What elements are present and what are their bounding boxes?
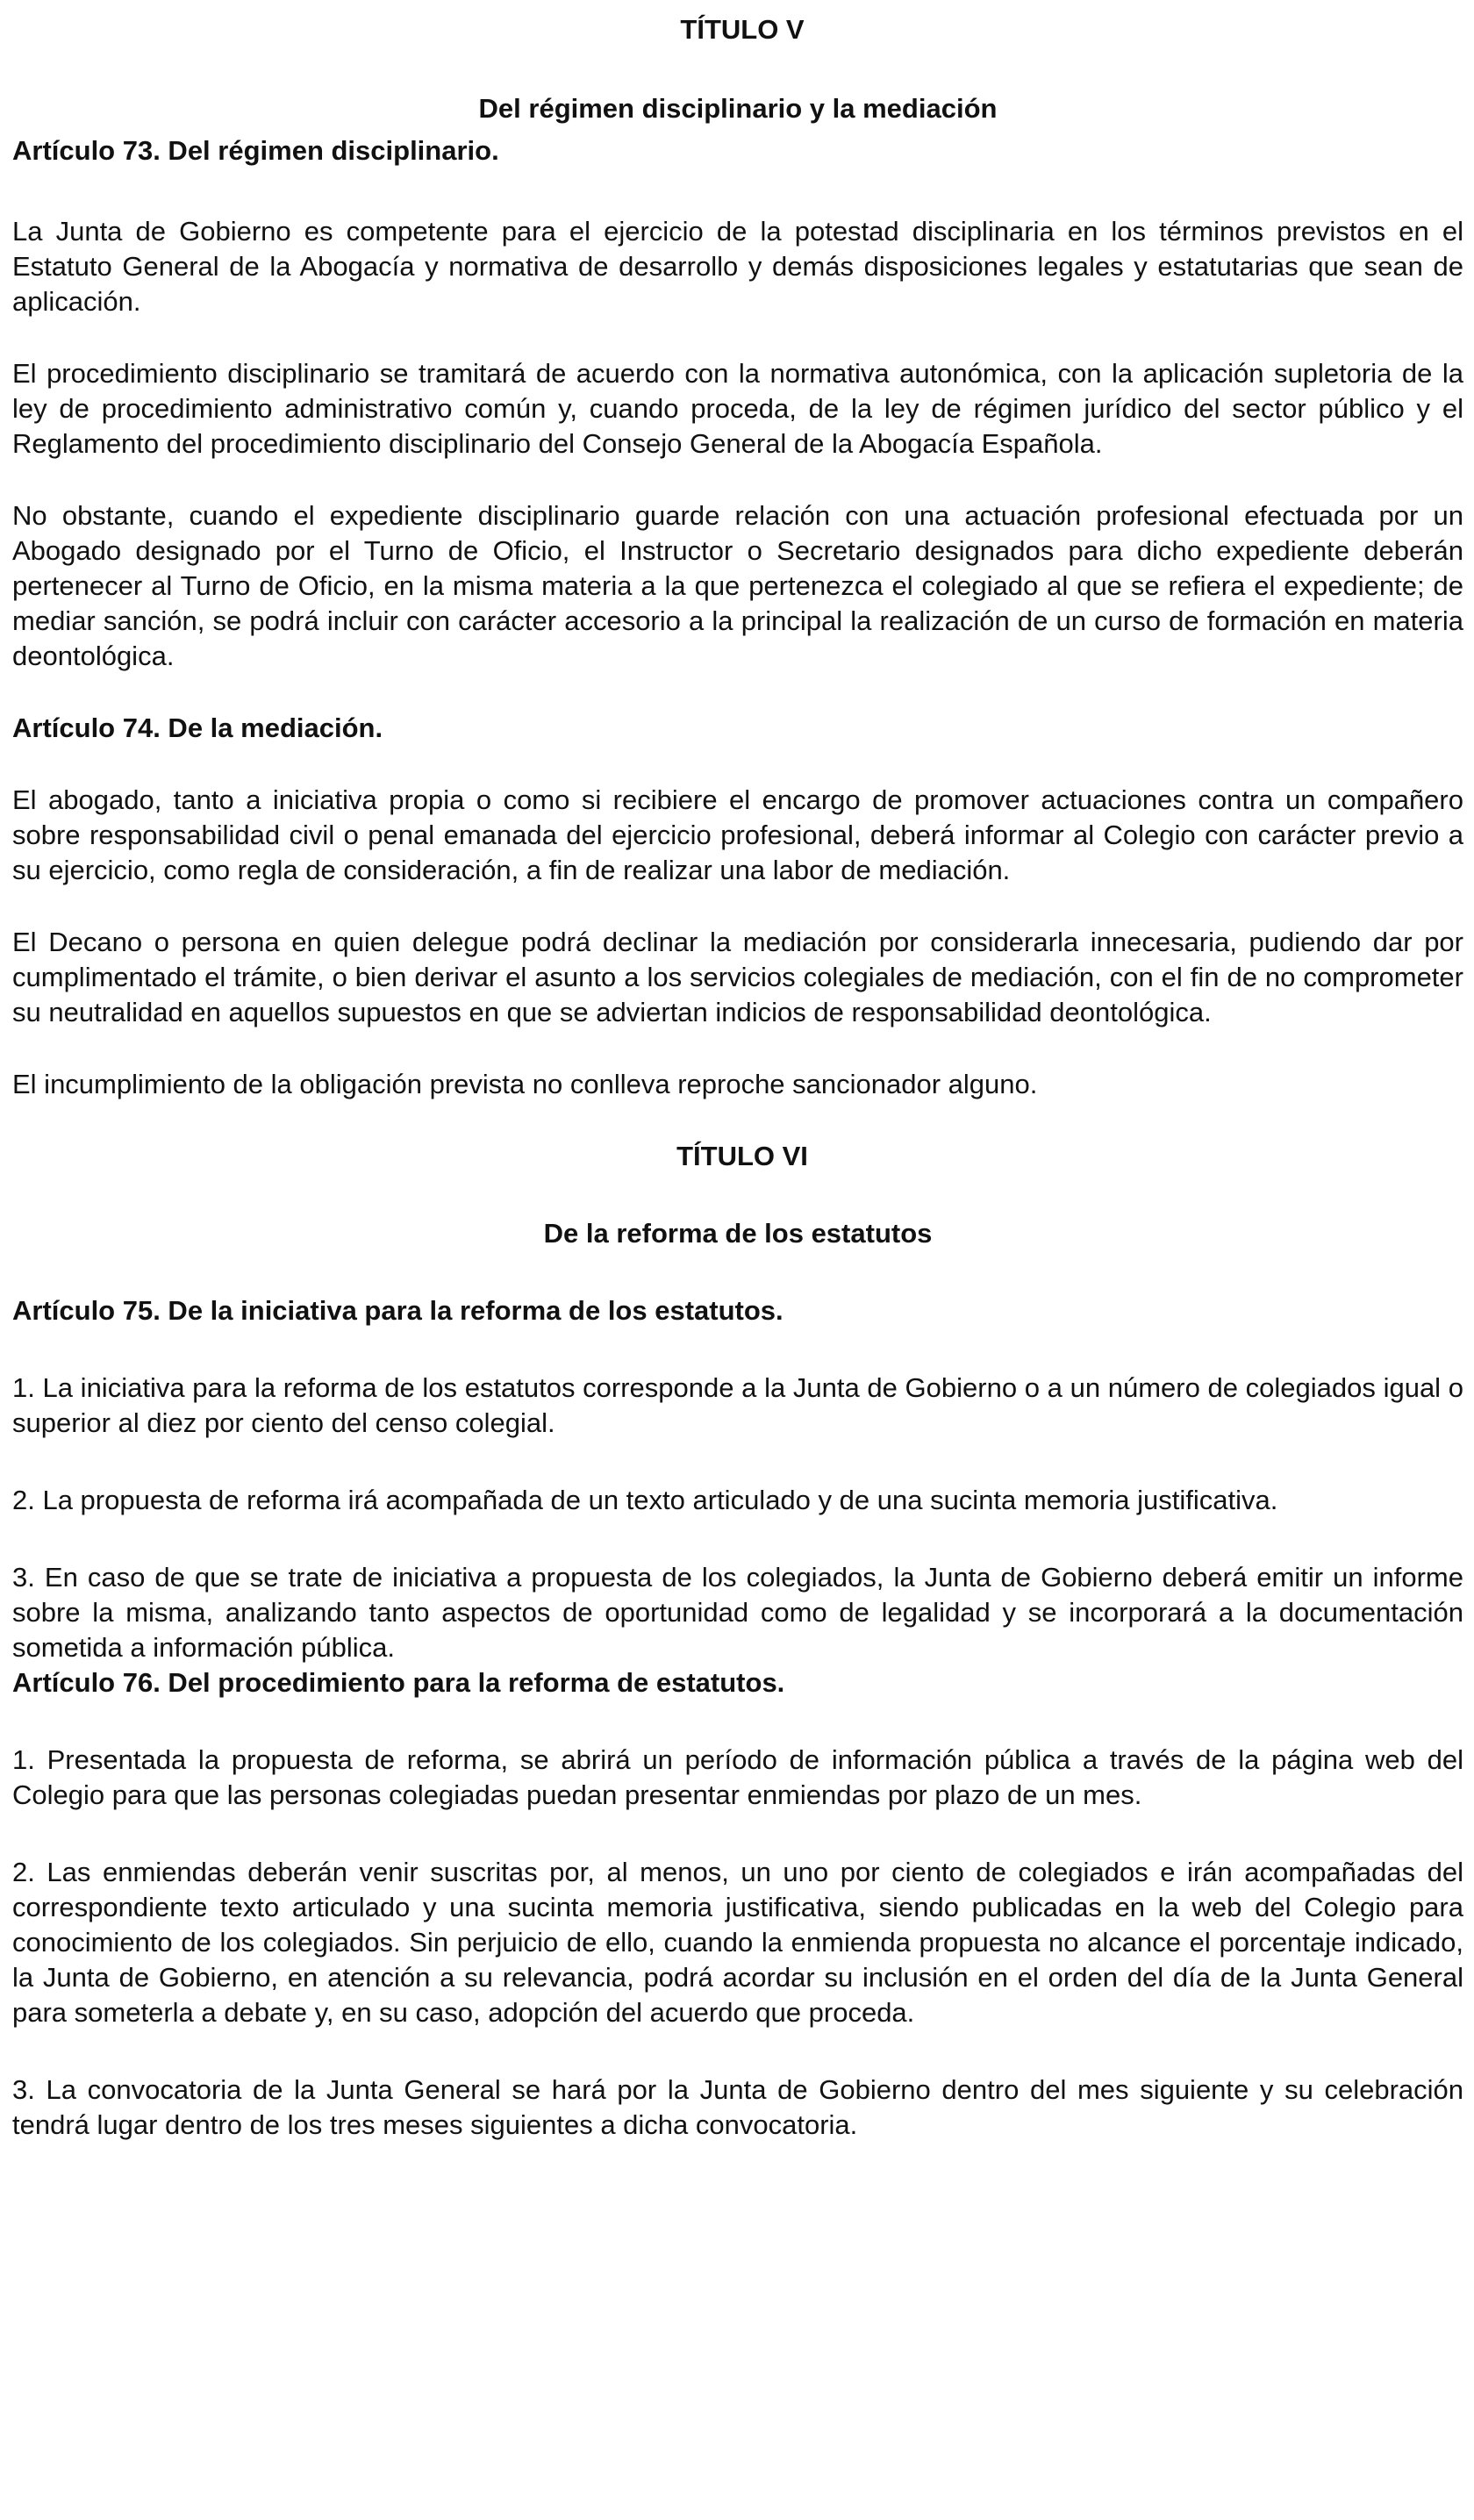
article-75-heading: Artículo 75. De la iniciativa para la reforma de los estatutos. [12,1295,784,1326]
article-76-heading: Artículo 76. Del procedimiento para la reforma de estatutos. [12,1667,785,1698]
article-76-paragraph: 3. La convocatoria de la Junta General se hará por la Junta de Gobierno dentro del mes siguiente y su celebración tendrá lugar dentro de los tres meses siguientes a dicha convocatoria. [12,2074,1463,2140]
title-v-label: TÍTULO V [680,14,805,45]
article-75-paragraph: 3. En caso de que se trate de iniciativa a propuesta de los colegiados, la Junta de Gobierno deberá emitir un informe sobre la misma, analizando tanto aspectos de oportunidad como de legalidad y se incorporará a la documentación sometida a información pública. [12,1562,1463,1663]
article-73-paragraph: La Junta de Gobierno es competente para el ejercicio de la potestad disciplinaria en los términos previstos en el Estatuto General de la Abogacía y normativa de desarrollo y demás disposiciones legales y estatutarias que sean de aplicación. [12,216,1463,317]
article-74-paragraph: El incumplimiento de la obligación prevista no conlleva reproche sancionador alguno. [12,1069,1038,1099]
article-73-heading: Artículo 73. Del régimen disciplinario. [12,135,499,166]
article-75-paragraph: 2. La propuesta de reforma irá acompañada de un texto articulado y de una sucinta memoria justificativa. [12,1485,1278,1515]
article-74-paragraph: El Decano o persona en quien delegue podrá declinar la mediación por considerarla innecesaria, pudiendo dar por cumplimentado el trámite, o bien derivar el asunto a los servicios colegiales de mediación, con el fin de no comprometer su neutralidad en aquellos supuestos en que se adviertan indicios de responsabilidad deontológica. [12,927,1463,1027]
article-76-paragraph: 2. Las enmiendas deberán venir suscritas por, al menos, un uno por ciento de colegiados e irán acompañadas del correspondiente texto articulado y una sucinta memoria justificativa, siendo publicadas en la web del Colegio para conocimiento de los colegiados. Sin perjuicio de ello, cuando la enmienda propuesta no alcance el porcentaje indicado, la Junta de Gobierno, en atención a su relevancia, podrá acordar su inclusión en el orden del día de la Junta General para someterla a debate y, en su caso, adopción del acuerdo que proceda. [12,1857,1463,2028]
article-73-paragraph: El procedimiento disciplinario se tramitará de acuerdo con la normativa autonómica, con la aplicación supletoria de la ley de procedimiento administrativo común y, cuando proceda, de la ley de régimen jurídico del sector público y el Reglamento del procedimiento disciplinario del Consejo General de la Abogacía Española. [12,358,1463,459]
title-v-subtitle: Del régimen disciplinario y la mediación [478,93,998,124]
title-vi-subtitle: De la reforma de los estatutos [543,1218,933,1249]
title-vi-label: TÍTULO VI [676,1141,808,1171]
article-74-paragraph: El abogado, tanto a iniciativa propia o como si recibiere el encargo de promover actuaciones contra un compañero sobre responsabilidad civil o penal emanada del ejercicio profesional, deberá informar al Colegio con carácter previo a su ejercicio, como regla de consideración, a fin de realizar una labor de mediación. [12,784,1463,885]
article-75-paragraph: 1. La iniciativa para la reforma de los estatutos corresponde a la Junta de Gobierno o a un número de colegiados igual o superior al diez por ciento del censo colegial. [12,1372,1463,1438]
article-73-paragraph: No obstante, cuando el expediente disciplinario guarde relación con una actuación profesional efectuada por un Abogado designado por el Turno de Oficio, el Instructor o Secretario designados para dicho expediente deberán pertenecer al Turno de Oficio, en la misma materia a la que pertenezca el colegiado al que se refiera el expediente; de mediar sanción, se podrá incluir con carácter accesorio a la principal la realización de un curso de formación en materia deontológica. [12,500,1463,671]
article-74-heading: Artículo 74. De la mediación. [12,712,383,743]
article-76-paragraph: 1. Presentada la propuesta de reforma, se abrirá un período de información pública a través de la página web del Colegio para que las personas colegiadas puedan presentar enmiendas por plazo de un mes. [12,1744,1463,1810]
